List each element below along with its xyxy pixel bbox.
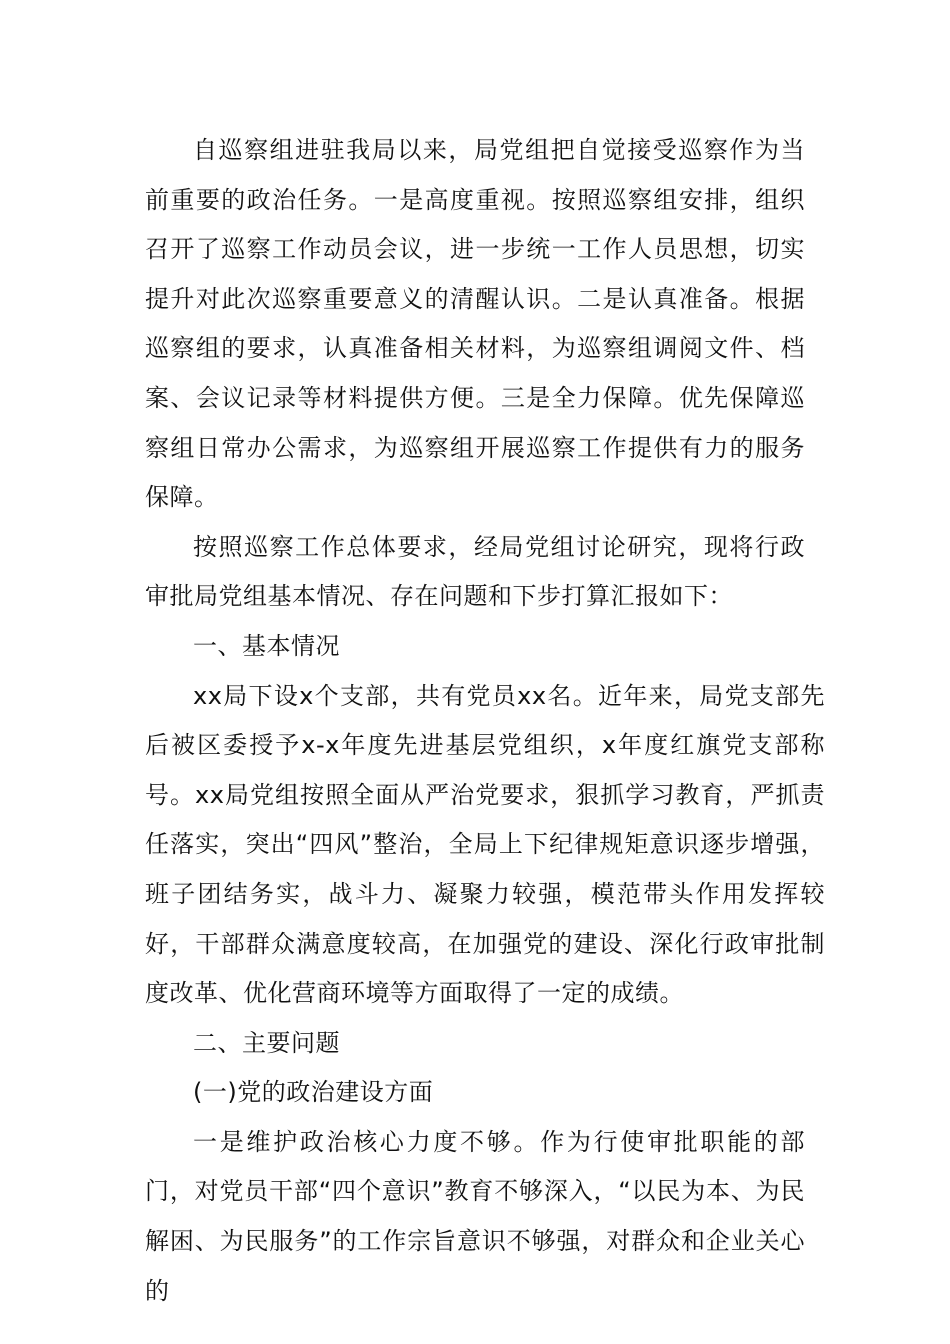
paragraph-basic-situation: xx局下设x个支部，共有党员xx名。近年来，局党支部先后被区委授予x-x年度先进基层党组织，x年度红旗党支部称号。xx局党组按照全面从严治党要求，狠抓学习教育，严抓责任落实，突出“四风”整治，全局上下纪律规矩意识逐步增强，班子团结务实，战斗力、凝聚力较强，模范带头作用发挥较好，干部群众满意度较高，在加强党的建设、深化行政审批制度改革、优化营商环境等方面取得了一定的成绩。 xyxy=(145,681,825,1008)
heading-basic-situation: 一、基本情况 xyxy=(193,631,340,660)
paragraph-inspection-intro: 自巡察组进驻我局以来，局党组把自觉接受巡察作为当前重要的政治任务。一是高度重视。按照巡察组安排，组织召开了巡察工作动员会议，进一步统一工作人员思想，切实提升对此次巡察重要意义的清醒认识。二是认真准备。根据巡察组的要求，认真准备相关材料，为巡察组调阅文件、档案、会议记录等材料提供方便。三是全力保障。优先保障巡察组日常办公需求，为巡察组开展巡察工作提供有力的服务保障。 xyxy=(145,136,805,512)
heading-main-problems: 二、主要问题 xyxy=(193,1028,340,1057)
subheading-political-building: (一)党的政治建设方面 xyxy=(193,1078,434,1107)
document-body xyxy=(145,126,825,1316)
paragraph-report-intro: 按照巡察工作总体要求，经局党组讨论研究，现将行政审批局党组基本情况、存在问题和下步打算汇报如下： xyxy=(145,532,805,611)
paragraph-political-core: 一是维护政治核心力度不够。作为行使审批职能的部门，对党员干部“四个意识”教育不够深入，“以民为本、为民解困、为民服务”的工作宗旨意识不够强，对群众和企业关心的 xyxy=(145,1127,805,1305)
